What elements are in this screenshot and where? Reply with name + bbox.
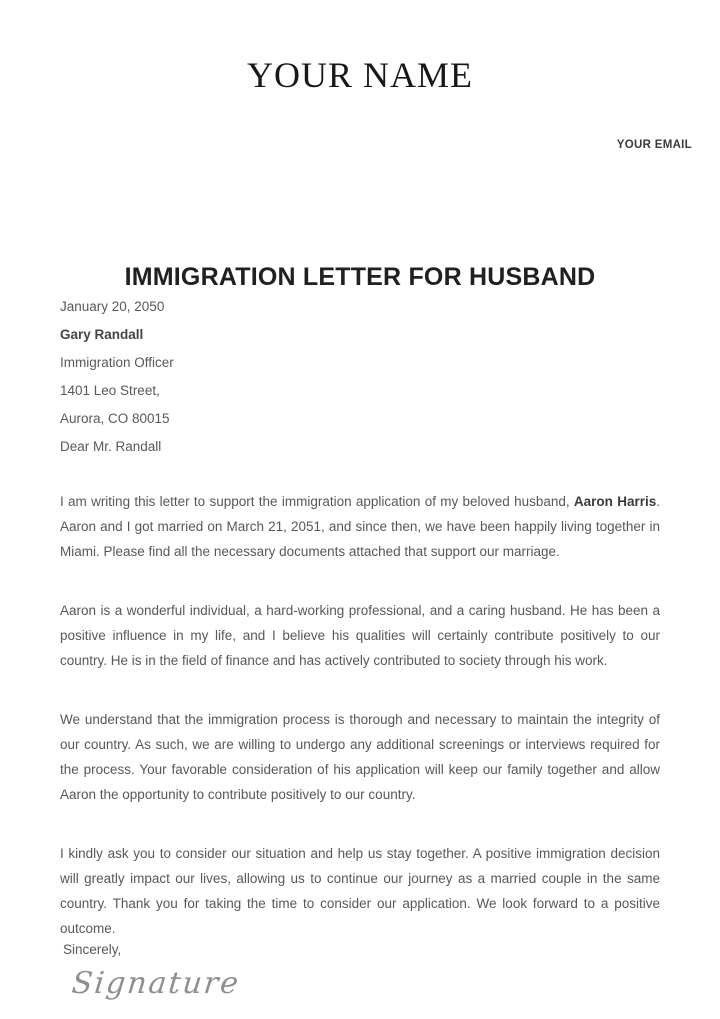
- husband-name-bold: Aaron Harris: [573, 493, 657, 509]
- paragraph-1-text-continued: . Aaron and I got married on March 21, 2051, and since then, we have been happily living together in Miami. Please find all the necessary documents attached that support our marriage.: [60, 493, 660, 559]
- paragraph-character: Aaron is a wonderful individual, a hard-working professional, and a caring husband. He has been a positive influence in my life, and I believe his qualities will certainly contribute positively to our country. He is in the field of finance and has actively contributed to society through his work.: [60, 602, 660, 668]
- recipient-name: Gary Randall: [60, 326, 144, 342]
- paragraph-1-text: I am writing this letter to support the immigration application of my beloved husband,: [60, 493, 574, 509]
- letter-meta-block: [60, 298, 660, 455]
- recipient-role: Immigration Officer: [60, 354, 174, 370]
- header-email: YOUR EMAIL: [616, 138, 692, 151]
- recipient-address-city: Aurora, CO 80015: [60, 410, 170, 426]
- letter-date: January 20, 2050: [60, 298, 165, 314]
- paragraph-introduction: [60, 489, 660, 564]
- letter-title: IMMIGRATION LETTER FOR HUSBAND: [124, 262, 596, 291]
- header-name: YOUR NAME: [246, 55, 473, 95]
- paragraph-process: We understand that the immigration process is thorough and necessary to maintain the integrity of our country. As such, we are willing to undergo any additional screenings or interviews required for the process. Your favorable consideration of his application will keep our family together and allow Aaron the opportunity to contribute positively to our country.: [60, 711, 660, 802]
- paragraph-request: I kindly ask you to consider our situation and help us stay together. A positive immigration decision will greatly impact our lives, allowing us to continue our journey as a married couple in the same country. Thank you for taking the time to consider our application. We look forward to a positive outcome.: [60, 845, 660, 936]
- recipient-address-street: 1401 Leo Street,: [60, 382, 160, 398]
- closing: Sincerely,: [63, 941, 122, 957]
- salutation: Dear Mr. Randall: [60, 438, 162, 454]
- signature-script: Signature: [70, 965, 242, 1001]
